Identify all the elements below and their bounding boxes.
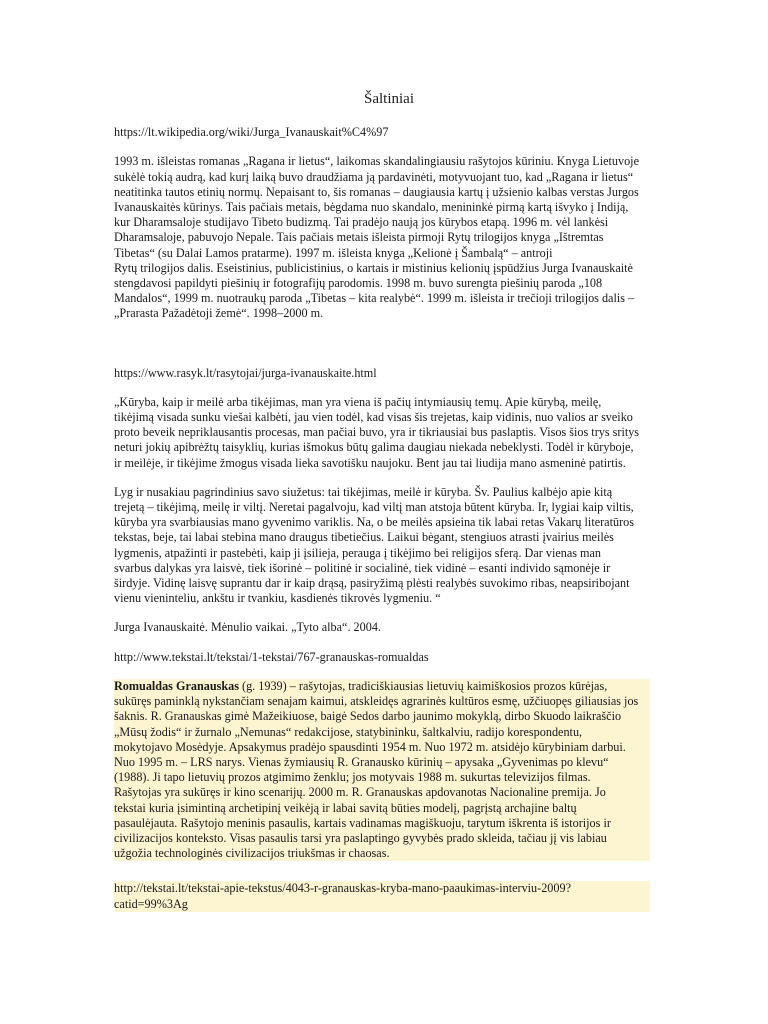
text-line: sukūręs paminklą nykstančiam senajam kaimui, atskleidęs agrarinės kultūros esmę, užčiuopęs giliausias jos xyxy=(114,694,650,709)
text-line: tekstai kuria įsimintiną archetipinį veikėją ir labai savitą būties modelį, pagrįstą archajine baltų xyxy=(114,801,650,816)
text-line: civilizacijos konteksto. Visas pasaulis tarsi yra paslaptingo gyvybės prado skleida, tačiau jį vis labiau xyxy=(114,831,650,846)
source-link-tekstai-granauskas[interactable]: http://www.tekstai.lt/tekstai/1-tekstai/767-granauskas-romualdas xyxy=(114,649,429,664)
text-line: Mandalos“, 1999 m. nuotraukų paroda „Tibetas – kita realybė“. 1999 m. išleista ir trečioji trilogijos dalis – xyxy=(114,291,635,306)
text-line xyxy=(114,679,650,694)
text-line: kūryba yra svarbiausias mano gyvenimo variklis. Na, o be meilės apsieina tik labai retas Vakarų literatūros xyxy=(114,515,634,530)
text-line: vienu vieninteliu, ankštu ir tvankiu, kasdienės tikrovės lygmeniu. “ xyxy=(114,591,441,606)
text-line: tekstas, beje, tai labai stebina mano draugus tibetiečius. Laikui bėgant, stengiuos atrasti įvairius meilės xyxy=(114,530,614,545)
text-line: Dharamsaloje, pabuvojo Nepale. Tais pačiais metais išleista pirmoji Rytų trilogijos knyga „Ištremtas xyxy=(114,230,604,245)
paragraph-wikipedia-excerpt xyxy=(114,154,656,321)
text-line: svarbus dalykas yra laisvė, tiek išorinė – politinė ir socialinė, tiek vidinė – esanti individo sąmonėje ir xyxy=(114,560,611,575)
text-line: 1993 m. išleistas romanas „Ragana ir lietus“, laikomas skandalingiausiu rašytojos kūriniu. Knyga Lietuvoje xyxy=(114,154,639,169)
paragraph-quote-part1 xyxy=(114,395,656,471)
text-span: (g. 1939) – rašytojas, tradiciškiausias lietuvių kaimiškosios prozos kūrėjas, xyxy=(238,678,608,693)
text-line: neturi jokių apibrėžtų taisyklių, kurias išmokus būtų galima daugiau niekada nebeklysti. Todėl ir kūryboje, xyxy=(114,440,634,455)
author-name: Romualdas Granauskas xyxy=(114,678,239,693)
text-line: proto beveik nepriklausantis procesas, man pačiai buvo, yra ir tikriausiai bus paslaptis. Visos šios trys sritys xyxy=(114,425,640,440)
source-link-tekstai-interview[interactable] xyxy=(114,881,656,911)
text-line: pasaulėjauta. Rašytojo meninis pasaulis, kartais vadinamas magiškuoju, tarytum iškrenta iš istorijos ir xyxy=(114,816,650,831)
text-line: Rašytojas yra sukūręs ir kino scenarijų. 2000 m. R. Granauskas apdovanotas Nacionaline premija. Jo xyxy=(114,785,650,800)
text-line: Lyg ir nusakiau pagrindinius savo siužetus: tai tikėjimas, meilė ir kūryba. Šv. Paulius kalbėjo apie kitą xyxy=(114,484,613,499)
link-line[interactable]: catid=99%3Ag xyxy=(114,897,650,912)
source-link-wikipedia[interactable]: https://lt.wikipedia.org/wiki/Jurga_Ivanauskait%C4%97 xyxy=(114,125,389,140)
link-line[interactable]: http://tekstai.lt/tekstai-apie-tekstus/4043-r-granauskas-kryba-mano-paaukimas-interviu-2009? xyxy=(114,881,650,896)
paragraph-granauskas-bio xyxy=(114,679,656,861)
text-line: „Kūryba, kaip ir meilė arba tikėjimas, man yra viena iš pačių intymiausių temų. Apie kūrybą, meilę, xyxy=(114,394,602,409)
spacer xyxy=(114,336,656,366)
text-line: Nuo 1995 m. – LRS narys. Vienas žymiausių R. Granausko kūrinių – apysaka „Gyvenimas po klevu“ xyxy=(114,755,650,770)
text-line: kur Dharamsaloje studijavo Tibeto budizmą. Tai pradėjo naują jos kūrybos etapą. 1996 m. vėl lankėsi xyxy=(114,215,609,230)
text-line: „Prarasta Pažadėtoji žemė“. 1998–2000 m. xyxy=(114,306,324,321)
text-line: šaknis. R. Granauskas gimė Mažeikiuose, baigė Sedos darbo jaunimo mokyklą, dirbo Skuodo laikraščio xyxy=(114,709,650,724)
paragraph-quote-part2 xyxy=(114,485,656,607)
source-link-rasyk[interactable]: https://www.rasyk.lt/rasytojai/jurga-ivanauskaite.html xyxy=(114,365,377,380)
text-line: tikėjimą visada sunku viešai kalbėti, jau vien todėl, kad visas šis trejetas, kaip vidinis, nuo valios ar sveiko xyxy=(114,410,633,425)
text-line: Rytų trilogijos dalis. Eseistinius, publicistinius, o kartais ir mistinius kelionių įspūdžius Jurga Ivanauskaitė xyxy=(114,260,633,275)
text-line: lygmenis, atpažinti ir pastebėti, kaip ji įsilieja, perauga į tikėjimo bei religijos sferą. Dar vienas man xyxy=(114,545,602,560)
text-line: ir meilėje, ir tikėjime žmogus visada lieka savotišku naujoku. Bent jau tai liudija mano asmeninė patirtis. xyxy=(114,455,626,470)
page-title: Šaltiniai xyxy=(364,91,414,107)
text-line: užgožia technologinės civilizacijos triukšmas ir chaosas. xyxy=(114,846,650,861)
text-line: (1988). Ji tapo lietuvių prozos atgimimo ženklu; jos motyvais 1988 m. sukurtas televizijos filmas. xyxy=(114,770,650,785)
text-line: trejetą – tikėjimą, meilę ir viltį. Neretai pagalvoju, kad viltį man atstoja būtent kūryba. Ir, lygiai kaip viltis, xyxy=(114,500,634,515)
text-line: stengdavosi papildyti piešinių ir fotografijų parodomis. 1998 m. buvo surengta piešinių paroda „108 xyxy=(114,276,603,291)
citation: Jurga Ivanauskaitė. Mėnulio vaikai. „Tyto alba“. 2004. xyxy=(114,620,381,635)
text-line: Tibetas“ (su Dalai Lamos pratarme). 1997 m. išleista knyga „Kelionė į Šambalą“ – antroji xyxy=(114,245,553,260)
text-line: neatitinka tautos etinių normų. Nepaisant to, šis romanas – daugiausia kartų į užsienio kalbas verstas Jurgos xyxy=(114,184,639,199)
text-line: širdyje. Vidinę laisvę suprantu dar ir kaip drąsą, pasiryžimą plėsti realybės suvokimo ribas, neapsiribojant xyxy=(114,576,630,591)
text-line: sukėlė tokią audrą, kad kurį laiką buvo draudžiama ją pardavinėti, motyvuojant tuo, kad „Ragana ir lietus“ xyxy=(114,169,634,184)
text-line: Ivanauskaitės kūrinys. Tais pačiais metais, bėgdama nuo skandalo, menininkė pirmą kartą išvyko į Indiją, xyxy=(114,200,629,215)
text-line: mokytojavo Mosėdyje. Apsakymus pradėjo spausdinti 1954 m. Nuo 1972 m. atsidėjo kūrybiniam darbui. xyxy=(114,740,650,755)
text-line: „Mūsų žodis“ ir žurnalo „Nemunas“ redakcijose, statybininku, šaltkalviu, radijo korespondentu, xyxy=(114,725,650,740)
